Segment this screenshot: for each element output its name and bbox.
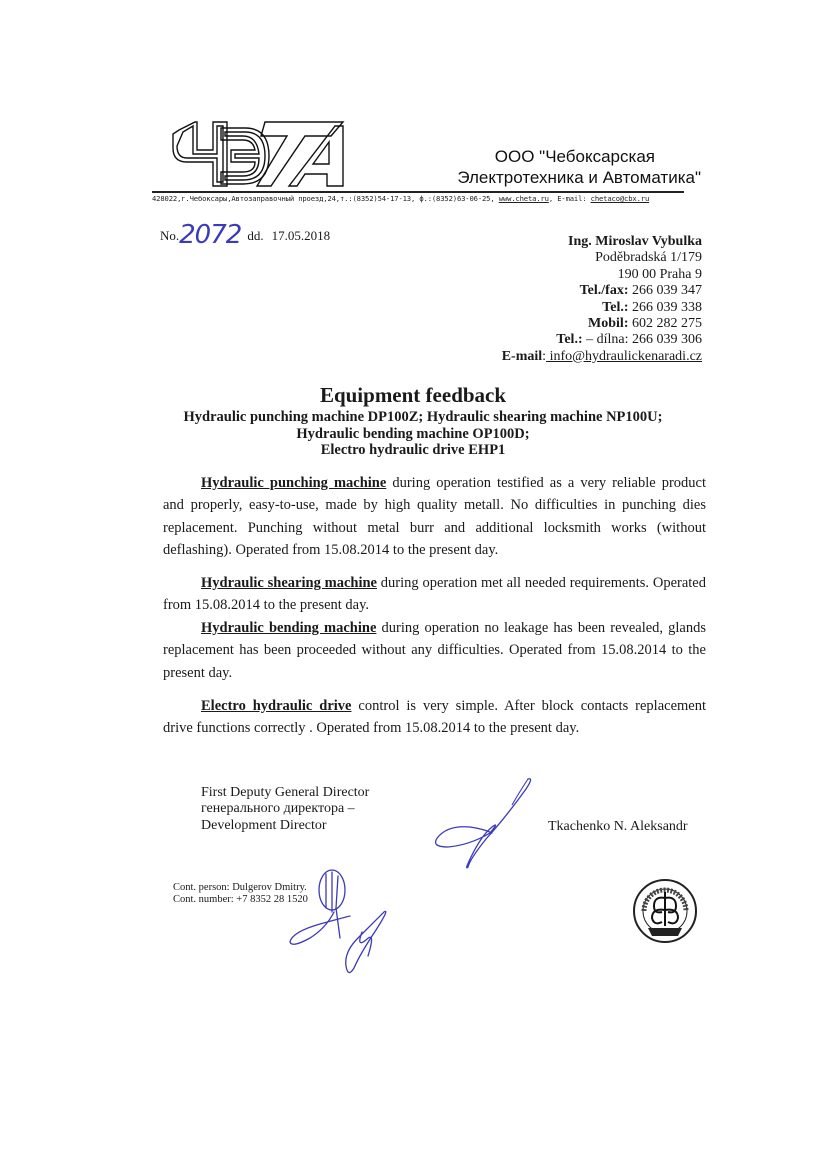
- recipient-email-link[interactable]: info@hydraulickenaradi.cz: [546, 348, 702, 364]
- contact-person: Cont. person: Dulgerov Dmitry.: [173, 882, 307, 893]
- recipient-city: 190 00 Praha 9: [617, 266, 702, 282]
- company-name-line2: Электротехника и Автоматика": [457, 168, 701, 187]
- telfax-value: 266 039 347: [628, 283, 702, 299]
- company-name: [457, 146, 701, 188]
- tel-label: Tel.:: [602, 299, 629, 315]
- recipient-street: Poděbradská 1/179: [595, 250, 702, 266]
- email-label: E-mail: [501, 348, 543, 364]
- email-sep: :: [542, 348, 547, 364]
- recipient-tel: [502, 300, 702, 316]
- company-logo: [165, 120, 345, 188]
- reference-line: [160, 217, 331, 250]
- signatory-title-line: генерального директора –: [201, 801, 355, 817]
- recipient-name: Ing. Miroslav Vybulka: [568, 234, 702, 249]
- subtitle-line: Electro hydraulic drive EHP1: [320, 442, 506, 458]
- reference-date: 17.05.2018: [271, 228, 331, 243]
- telfax-label: Tel./fax:: [579, 283, 629, 299]
- mobil-value: 602 282 275: [628, 316, 702, 332]
- reference-number-handwritten: 2072: [179, 220, 242, 250]
- document-subtitle: [0, 409, 826, 459]
- company-email-link[interactable]: chetaco@cbx.ru: [590, 194, 650, 203]
- signatory-title: [201, 785, 369, 834]
- subtitle-line: Hydraulic bending machine OP100D;: [296, 425, 530, 442]
- signatory-title-line: First Deputy General Director: [201, 785, 370, 800]
- recipient-telfax: [502, 283, 702, 299]
- signatory-title-line: Development Director: [201, 817, 327, 833]
- paragraph-highlight: Hydraulic bending machine: [201, 620, 377, 636]
- paragraph-text: during operation testified as a very reliable product and properly, easy-to-use, made by high quality metall. No difficulties in punching dies replacement. Punching without metal burr and additional locksmith works (without deflashing). Operated from 15.08.2014 to the present day.: [163, 475, 706, 559]
- company-name-line1: ООО "Чебоксарская: [494, 147, 655, 166]
- tel-value: 266 039 338: [628, 299, 702, 315]
- paragraph-punching: [163, 472, 706, 562]
- recipient-mobil: [502, 316, 702, 332]
- paragraph-highlight: Hydraulic shearing machine: [201, 575, 377, 591]
- paragraph-highlight: Hydraulic punching machine: [201, 475, 387, 491]
- paragraph-text: control is very simple. After block contacts replacement drive functions correctly . Operated from 15.08.2014 to the present day.: [163, 698, 706, 737]
- tel2-value: – dílna: 266 039 306: [582, 332, 702, 348]
- recipient-tel-workshop: [502, 332, 702, 348]
- document-title: Equipment feedback: [319, 383, 507, 407]
- certification-seal-icon: [632, 878, 698, 944]
- recipient-email: [502, 349, 702, 365]
- paragraph-bending: [163, 617, 706, 684]
- signatory-name: Tkachenko N. Aleksandr: [548, 819, 688, 834]
- subtitle-line: Hydraulic punching machine DP100Z; Hydraulic shearing machine NP100U;: [183, 409, 663, 425]
- contact-signature: [280, 868, 395, 980]
- paragraph-drive: [163, 695, 706, 740]
- company-email-label: , E-mail:: [548, 194, 591, 203]
- contact-number: Cont. number: +7 8352 28 1520: [173, 894, 308, 905]
- mobil-label: Mobil:: [588, 316, 629, 332]
- reference-no-label: No.: [160, 228, 180, 243]
- company-address: 428022,г.Чебоксары,Автозаправочный проезд,24,т.:(8352)54-17-13, ф.:(8352)63-06-25,: [152, 194, 499, 203]
- tel2-label: Tel.:: [556, 332, 583, 348]
- letterhead-divider: [152, 191, 684, 193]
- recipient-block: [502, 234, 702, 365]
- reference-dd-label: dd.: [247, 228, 264, 243]
- paragraph-highlight: Electro hydraulic drive: [201, 698, 352, 714]
- paragraph-text: during operation no leakage has been revealed, glands replacement has been proceeded without any difficulties. Operated from 15.08.2014 to the present day.: [163, 620, 707, 681]
- director-signature: [430, 775, 540, 870]
- paragraph-shearing: [163, 572, 706, 617]
- company-website-link[interactable]: www.cheta.ru: [498, 194, 549, 203]
- company-address-line: [152, 194, 649, 203]
- paragraph-text: during operation met all needed requirements. Operated from 15.08.2014 to the present day.: [163, 575, 706, 614]
